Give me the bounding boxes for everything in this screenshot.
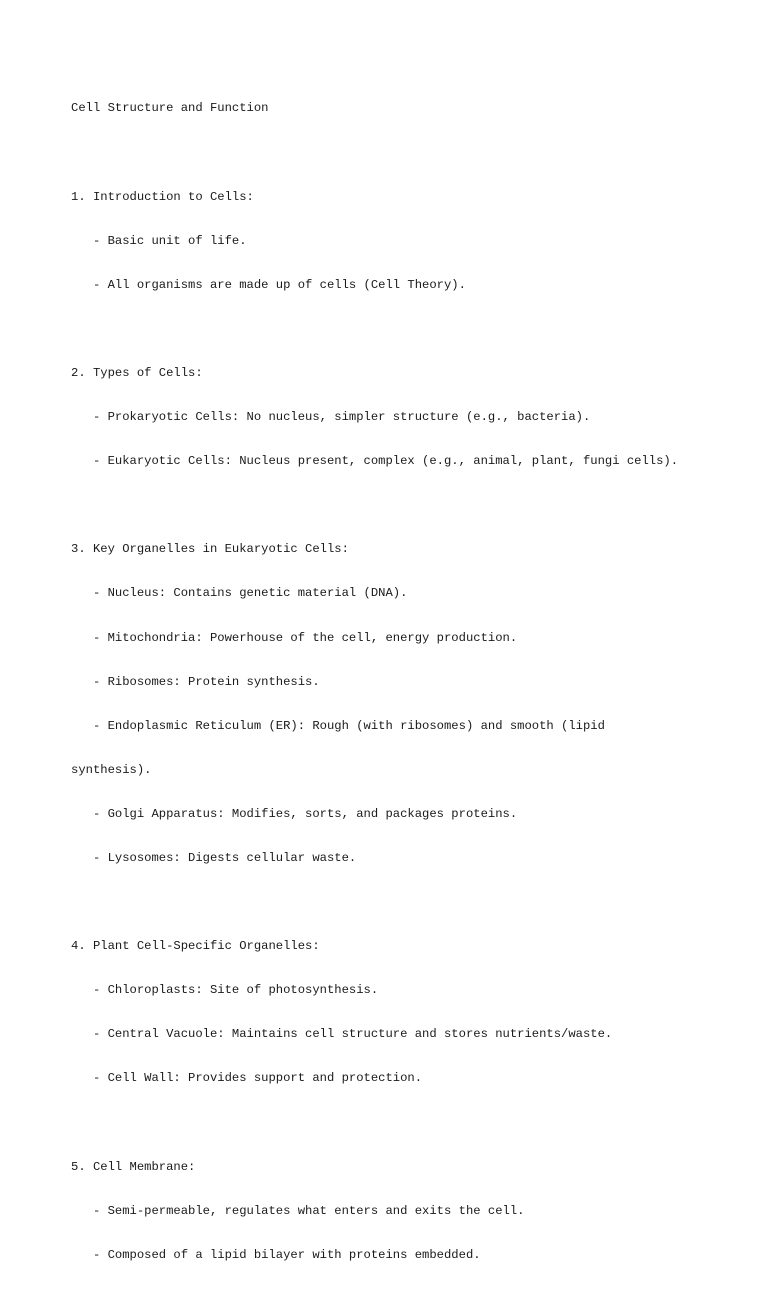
document-body — [71, 72, 731, 1292]
list-item: - Semi-permeable, regulates what enters and exits the cell. — [71, 1203, 525, 1218]
list-item: - Endoplasmic Reticulum (ER): Rough (with ribosomes) and smooth (lipid — [71, 718, 605, 733]
list-item-continuation: synthesis). — [71, 762, 152, 777]
list-item: - Eukaryotic Cells: Nucleus present, complex (e.g., animal, plant, fungi cells). — [71, 454, 679, 469]
section-heading: 2. Types of Cells: — [71, 365, 203, 380]
blank-line — [71, 1116, 731, 1131]
list-item: - Lysosomes: Digests cellular waste. — [71, 851, 357, 865]
list-item: - Golgi Apparatus: Modifies, sorts, and packages proteins. — [71, 806, 518, 821]
list-item: - Basic unit of life. — [71, 233, 247, 248]
list-item: - Chloroplasts: Site of photosynthesis. — [71, 983, 379, 998]
blank-line — [71, 322, 731, 337]
section-heading: 1. Introduction to Cells: — [71, 189, 254, 204]
document-title: Cell Structure and Function — [71, 101, 269, 116]
blank-line — [71, 146, 731, 161]
list-item: - All organisms are made up of cells (Cell Theory). — [71, 277, 466, 292]
list-item: - Nucleus: Contains genetic material (DNA). — [71, 586, 408, 601]
section-heading: 4. Plant Cell-Specific Organelles: — [71, 939, 320, 954]
list-item: - Ribosomes: Protein synthesis. — [71, 674, 320, 689]
list-item: - Mitochondria: Powerhouse of the cell, energy production. — [71, 630, 518, 645]
list-item: - Composed of a lipid bilayer with proteins embedded. — [71, 1247, 481, 1262]
section-heading: 5. Cell Membrane: — [71, 1159, 196, 1174]
blank-line — [71, 498, 731, 513]
list-item: - Cell Wall: Provides support and protection. — [71, 1071, 423, 1086]
list-item: - Prokaryotic Cells: No nucleus, simpler structure (e.g., bacteria). — [71, 410, 591, 425]
blank-line — [71, 895, 731, 910]
list-item: - Central Vacuole: Maintains cell structure and stores nutrients/waste. — [71, 1027, 613, 1042]
section-heading: 3. Key Organelles in Eukaryotic Cells: — [71, 542, 349, 557]
